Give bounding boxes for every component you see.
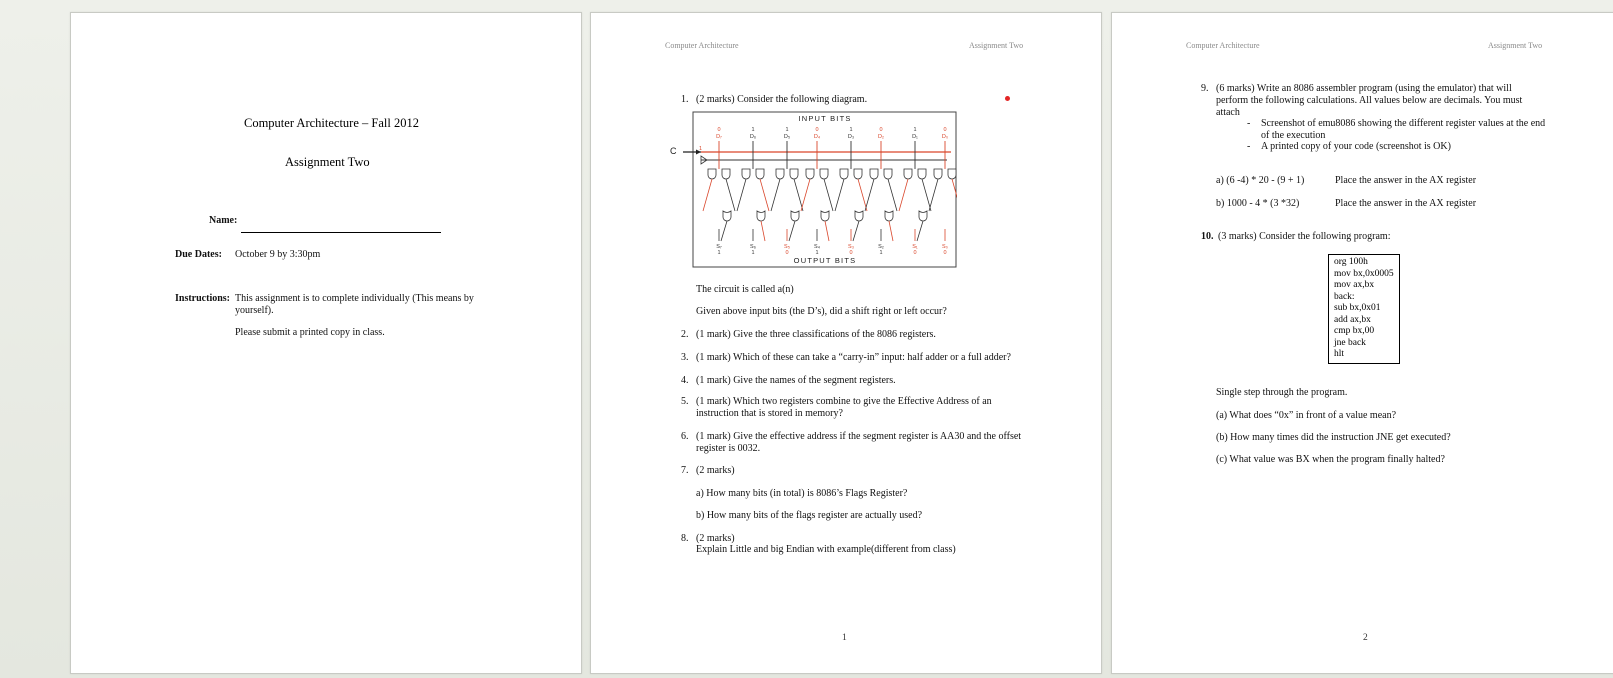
instructions-label: Instructions: [175,293,231,304]
output-bit-value: 0 [913,250,917,256]
q10-text: (3 marks) Consider the following program: [1218,231,1391,242]
q10-part-a: (a) What does “0x” in front of a value mean? [1216,410,1397,421]
due-value: October 9 by 3:30pm [235,249,321,260]
instructions-line-2: yourself). [235,305,274,316]
input-bit-value: 0 [943,127,947,133]
input-bit-value: 0 [879,127,883,133]
output-bit-value: 0 [849,250,853,256]
input-bit-name: D₃ [847,134,855,140]
q9-number: 9. [1201,83,1209,94]
annotation-dot [1005,96,1010,101]
shift-register-diagram [667,111,957,271]
input-bit-name: D₁ [912,134,918,140]
control-value: 1 [699,146,703,152]
control-label: C [670,146,677,156]
bullet-dash: - [1247,141,1251,152]
and-gate [948,169,956,179]
q9-part-a-note: Place the answer in the AX register [1335,175,1477,186]
output-bits-label: OUTPUT BITS [793,256,857,265]
output-bit-name: S₁ [912,244,918,250]
code-line: jne back [1334,337,1366,348]
code-line: add ax,bx [1334,314,1371,325]
input-bit-name: D₄ [813,134,821,140]
running-header-left: Computer Architecture [1186,41,1260,50]
output-bit-name: S₅ [784,244,790,250]
q9-bullet-1-line-2: of the execution [1261,130,1326,141]
and-gate [790,169,798,179]
output-bit-value: 1 [717,250,721,256]
q9-line-2: perform the following calculations. All values below are decimals. You must [1216,95,1523,106]
doc-title: Computer Architecture – Fall 2012 [244,116,419,130]
input-bit-value: 1 [913,127,917,133]
doc-subtitle: Assignment Two [285,155,370,169]
or-gate [757,211,765,221]
output-bit-name: S₆ [750,244,756,250]
document-page-3 [1111,12,1613,674]
instructions-line-3: Please submit a printed copy in class. [235,327,385,338]
output-bit-value: 1 [815,250,819,256]
q9-part-a-expression: a) (6 -4) * 20 - (9 + 1) [1216,175,1305,186]
q1-text: (2 marks) Consider the following diagram. [696,94,868,105]
q10-part-c: (c) What value was BX when the program finally halted? [1216,454,1445,465]
input-bit-value: 1 [849,127,853,133]
q3-text: (1 mark) Which of these can take a “carry-in” input: half adder or a full adder? [696,352,1011,363]
and-gate [708,169,716,179]
and-gate [722,169,730,179]
q1-number: 1. [681,94,689,105]
output-bit-value: 0 [785,250,789,256]
code-line: cmp bx,00 [1334,326,1375,336]
input-bit-name: D₅ [783,134,791,140]
code-line: mov ax,bx [1334,280,1375,290]
input-bit-name: D₆ [749,134,757,140]
code-line: org 100h [1334,257,1368,267]
q6-line-1: (1 mark) Give the effective address if the segment register is AA30 and the offset [696,431,1022,442]
or-gate [821,211,829,221]
document-page-2 [590,12,1102,674]
running-header-right: Assignment Two [969,41,1024,50]
q8-text: (2 marks) [696,533,735,544]
page-number: 2 [1363,633,1368,643]
and-gate [934,169,942,179]
q6-number: 6. [681,431,689,442]
input-bit-value: 0 [717,127,721,133]
q4-text: (1 mark) Give the names of the segment registers. [696,375,896,386]
q2-number: 2. [681,329,689,340]
q9-bullet-2: A printed copy of your code (screenshot is OK) [1261,141,1451,152]
input-bit-name: D₀ [941,134,949,140]
and-gate [840,169,848,179]
bullet-dash: - [1247,118,1251,129]
and-gate [742,169,750,179]
q4-number: 4. [681,375,689,386]
q10-number: 10. [1201,231,1214,242]
running-header-left: Computer Architecture [665,41,739,50]
q5-line-2: instruction that is stored in memory? [696,408,843,419]
q9-line-1: (6 marks) Write an 8086 assembler program (using the emulator) that will [1216,83,1512,94]
and-gate [806,169,814,179]
output-bit-value: 0 [943,250,947,256]
input-bit-value: 1 [751,127,755,133]
q8-detail: Explain Little and big Endian with example(different from class) [696,544,956,555]
name-label: Name: [209,215,238,226]
output-bit-name: S₇ [716,244,722,250]
q6-line-2: register is 0032. [696,443,761,454]
q7-part-b: b) How many bits of the flags register are actually used? [696,510,923,521]
q3-number: 3. [681,352,689,363]
output-bit-name: S₃ [848,244,854,250]
and-gate [820,169,828,179]
and-gate [854,169,862,179]
code-listing [1328,254,1400,364]
q7-text: (2 marks) [696,465,735,476]
page-number: 1 [842,633,847,643]
code-line: sub bx,0x01 [1334,303,1381,313]
q2-text: (1 mark) Give the three classifications of the 8086 registers. [696,329,936,340]
q5-line-1: (1 mark) Which two registers combine to give the Effective Address of an [696,396,992,407]
and-gate [904,169,912,179]
instructions-line-1: This assignment is to complete individually (This means by [235,293,474,304]
output-bit-value: 1 [751,250,755,256]
due-label: Due Dates: [175,249,222,260]
and-gate [918,169,926,179]
document-page-1 [70,12,582,674]
output-bit-name: S₄ [814,244,820,250]
q7-number: 7. [681,465,689,476]
running-header-right: Assignment Two [1488,41,1543,50]
or-gate [919,211,927,221]
code-line: mov bx,0x0005 [1334,268,1394,279]
input-bit-name: D₇ [716,134,722,140]
name-blank [241,215,441,233]
q9-line-3: attach [1216,107,1240,118]
and-gate [884,169,892,179]
input-bits-label: INPUT BITS [798,114,852,123]
code-line: back: [1334,291,1355,302]
input-bit-value: 1 [785,127,789,133]
output-bit-name: S₀ [942,244,948,250]
input-bit-name: D₂ [877,134,885,140]
q10-instruction: Single step through the program. [1216,387,1348,398]
q5-number: 5. [681,396,689,407]
output-bit-name: S₂ [878,244,884,250]
or-gate [855,211,863,221]
and-gate [756,169,764,179]
q1-part-b: Given above input bits (the D’s), did a shift right or left occur? [696,306,947,317]
q8-number: 8. [681,533,689,544]
code-line: hlt [1334,349,1345,359]
q1-part-a: The circuit is called a(n) [696,284,794,295]
q9-bullet-1-line-1: Screenshot of emu8086 showing the different register values at the end [1261,118,1546,129]
or-gate [885,211,893,221]
q9-part-b-expression: b) 1000 - 4 * (3 *32) [1216,198,1300,209]
q7-part-a: a) How many bits (in total) is 8086’s Flags Register? [696,488,908,499]
q10-part-b: (b) How many times did the instruction JNE get executed? [1216,432,1451,443]
or-gate [723,211,731,221]
output-bit-value: 1 [879,250,883,256]
and-gate [870,169,878,179]
or-gate [791,211,799,221]
and-gate [776,169,784,179]
q9-part-b-note: Place the answer in the AX register [1335,198,1477,209]
input-bit-value: 0 [815,127,819,133]
